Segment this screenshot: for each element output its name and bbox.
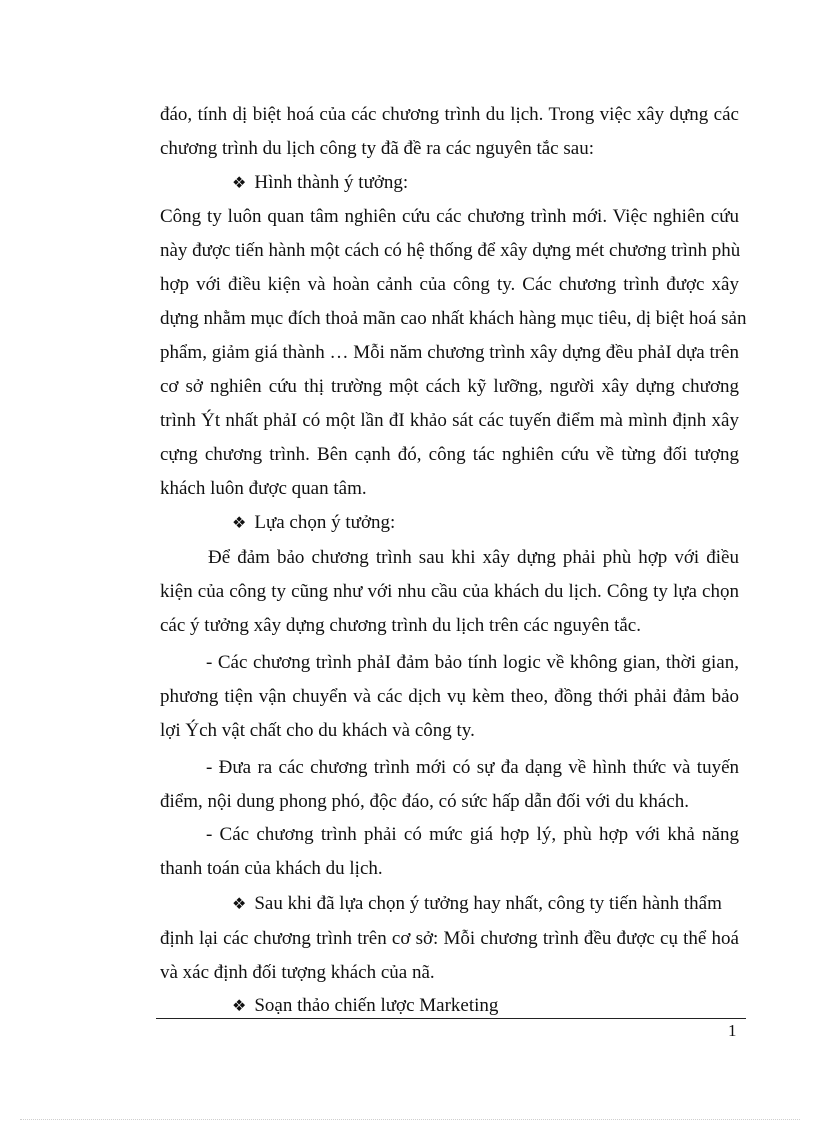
page-number: 1 — [728, 1021, 737, 1040]
text-line: các ý tưởng xây dựng chương trình du lịch trên các nguyên tắc. — [160, 615, 641, 636]
text-line: dựng nhằm mục đích thoả mãn cao nhất khách hàng mục tiêu, dị biệt hoá sản — [160, 308, 747, 329]
text-line: chương trình du lịch công ty đã đề ra các nguyên tắc sau: — [160, 138, 594, 159]
text-line: hợp với điều kiện và hoàn cảnh của công ty. Các chương trình được xây — [160, 274, 739, 295]
text-line: Để đảm bảo chương trình sau khi xây dựng phải phù hợp với điều — [208, 547, 739, 568]
heading-hinh-thanh-y-tuong — [232, 171, 408, 195]
heading-soan-thao-marketing — [232, 994, 498, 1018]
text-line: này được tiến hành một cách có hệ thống để xây dựng mét chương trình phù — [160, 240, 741, 261]
text-line: phương tiện vận chuyển và các dịch vụ kèm theo, đồng thới phải đảm bảo — [160, 686, 739, 707]
diamond-bullet-icon: ❖ — [232, 513, 247, 532]
footer-divider — [156, 1018, 746, 1019]
text-line: - Các chương trình phải có mức giá hợp lý, phù hợp với khả năng — [206, 824, 739, 845]
heading-text: Lựa chọn ý tưởng: — [254, 512, 396, 533]
heading-sau-khi-lua-chon — [232, 892, 722, 916]
text-line: cơ sở nghiên cứu thị trường một cách kỹ lưỡng, người xây dựng chương — [160, 376, 739, 397]
text-line: cựng chương trình. Bên cạnh đó, công tác nghiên cứu về từng đối tượng — [160, 444, 739, 465]
text-line: lợi Ých vật chất cho du khách và công ty. — [160, 720, 475, 741]
heading-text: Sau khi đã lựa chọn ý tưởng hay nhất, công ty tiến hành thẩm — [254, 893, 722, 914]
diamond-bullet-icon: ❖ — [232, 894, 247, 913]
diamond-bullet-icon: ❖ — [232, 173, 247, 192]
text-line: - Các chương trình phảI đảm bảo tính logic về không gian, thời gian, — [206, 652, 739, 673]
text-line: khách luôn được quan tâm. — [160, 478, 367, 499]
text-line: kiện của công ty cũng như với nhu cầu của khách du lịch. Công ty lựa chọn — [160, 581, 739, 602]
heading-text: Hình thành ý tưởng: — [254, 172, 409, 193]
text-line: Công ty luôn quan tâm nghiên cứu các chương trình mới. Việc nghiên cứu — [160, 206, 739, 227]
text-line: đáo, tính dị biệt hoá của các chương trình du lịch. Trong việc xây dựng các — [160, 104, 739, 125]
page-edge-divider — [20, 1119, 800, 1120]
text-line: phẩm, giảm giá thành … Mỗi năm chương trình xây dựng đều phảI dựa trên — [160, 342, 739, 363]
diamond-bullet-icon: ❖ — [232, 996, 247, 1015]
text-line: định lại các chương trình trên cơ sở: Mỗi chương trình đều được cụ thể hoá — [160, 928, 739, 949]
text-line: thanh toán của khách du lịch. — [160, 858, 383, 879]
text-line: - Đưa ra các chương trình mới có sự đa dạng về hình thức và tuyến — [206, 757, 739, 778]
text-line: trình Ýt nhất phảI có một lần đI khảo sát các tuyến điểm mà mình định xây — [160, 410, 739, 431]
text-line: điểm, nội dung phong phó, độc đáo, có sức hấp dẫn đối với du khách. — [160, 791, 690, 812]
heading-lua-chon-y-tuong — [232, 511, 395, 535]
heading-text: Soạn thảo chiến lược Marketing — [254, 995, 499, 1016]
text-line: và xác định đối tượng khách của nã. — [160, 962, 435, 983]
